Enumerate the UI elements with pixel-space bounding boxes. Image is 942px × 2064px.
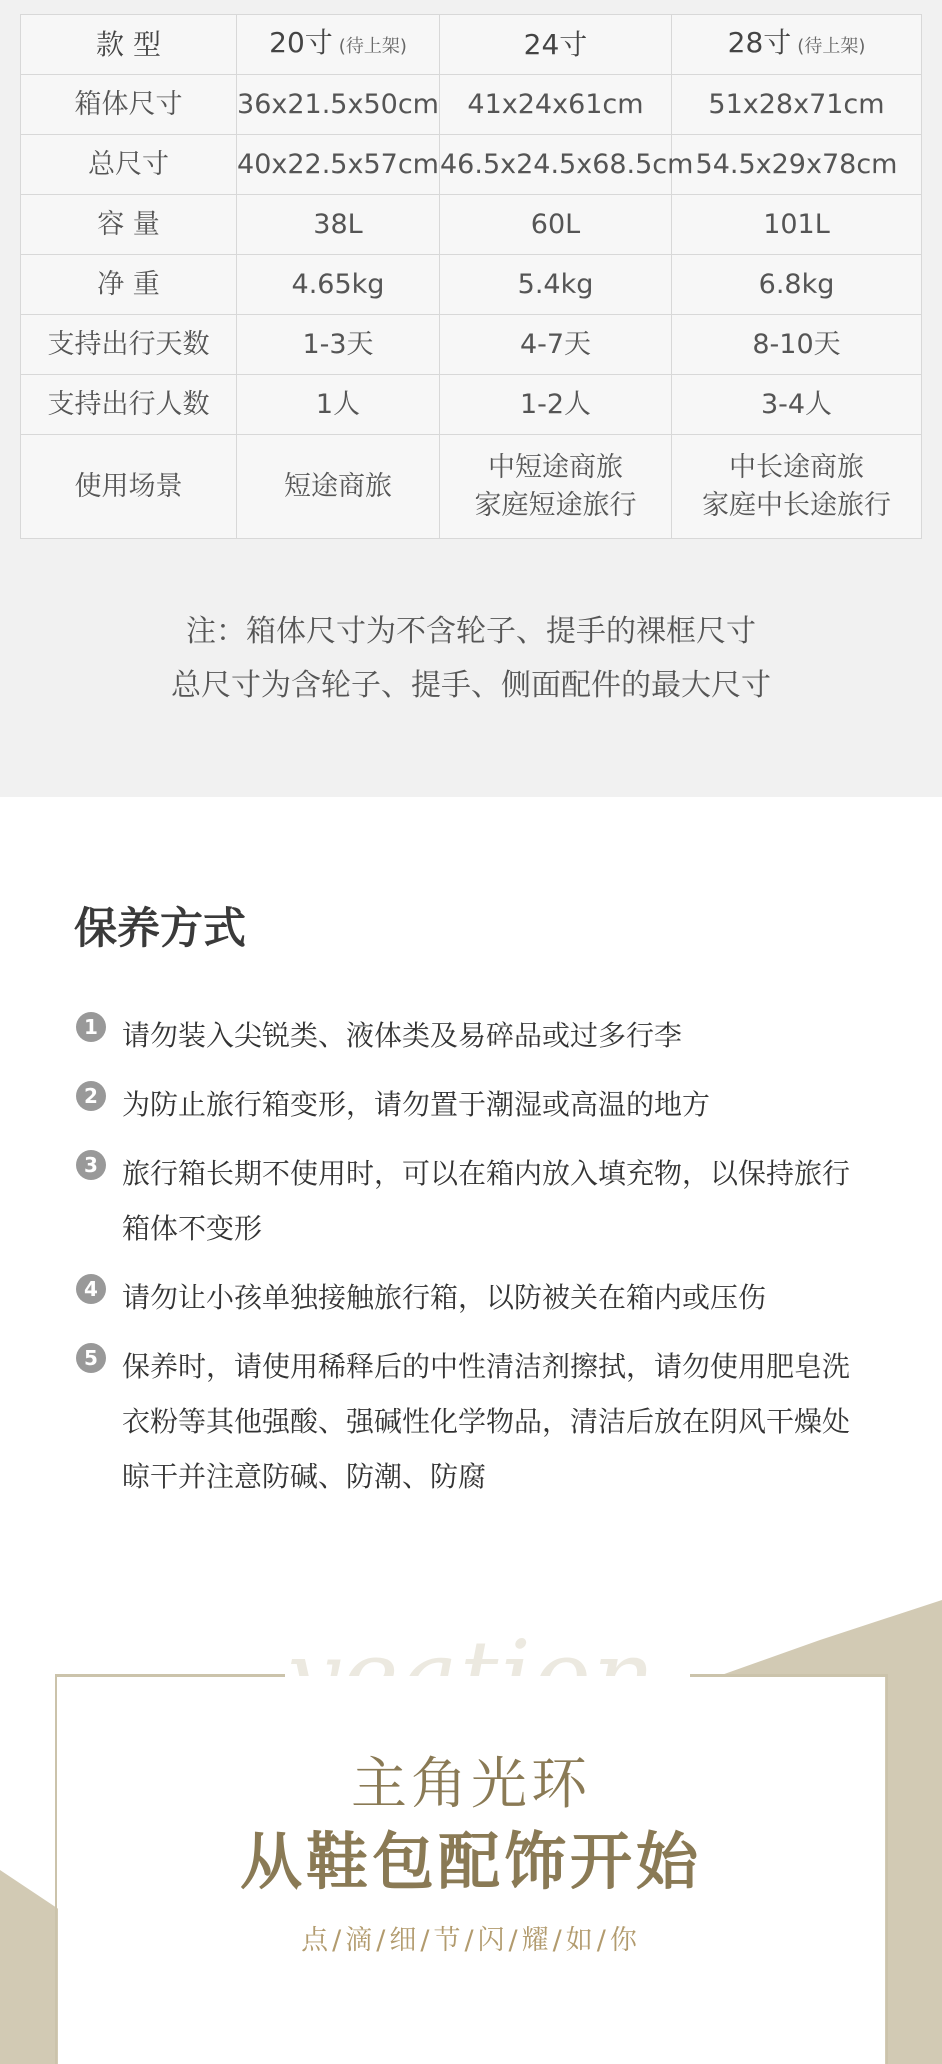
scene-line: 中长途商旅: [729, 451, 864, 483]
spec-row-label: [21, 255, 237, 315]
size-note-line-1: 注：箱体尺寸为不含轮子、提手的裸框尺寸: [186, 614, 756, 649]
spec-cell: [672, 75, 922, 135]
spec-cell: [440, 15, 672, 75]
spec-cell: [237, 315, 440, 375]
spec-cell: [237, 435, 440, 539]
size-note-line-2: 总尺寸为含轮子、提手、侧面配件的最大尺寸: [171, 668, 771, 703]
number-circle-icon: 2: [76, 1081, 106, 1111]
spec-row: [21, 135, 922, 195]
spec-cell: [237, 375, 440, 435]
spec-table: [20, 14, 922, 539]
size-note: [0, 605, 942, 713]
spec-cell-text: 28寸: [727, 25, 792, 59]
spec-cell: [672, 135, 922, 195]
spec-cell-text: 41x24x61cm: [467, 88, 644, 120]
spec-cell: [237, 255, 440, 315]
spec-row: [21, 195, 922, 255]
spec-cell-text: 5.4kg: [517, 268, 594, 300]
care-item: [76, 1270, 876, 1325]
spec-cell-text: 净 重: [97, 268, 160, 300]
care-list: [76, 1015, 876, 1528]
number-circle-icon: 1: [76, 1012, 106, 1042]
spec-cell-text: 款 型: [96, 27, 161, 61]
spec-cell: [237, 135, 440, 195]
scene-line: 家庭中长途旅行: [702, 489, 891, 521]
spec-row-label: [21, 15, 237, 75]
spec-cell-text: 24寸: [523, 27, 588, 61]
spec-cell-text: 1人: [315, 388, 361, 420]
spec-cell-text: 36x21.5x50cm: [237, 88, 439, 120]
spec-cell-text: 容 量: [97, 208, 160, 240]
care-item-text: 请勿让小孩单独接触旅行箱，以防被关在箱内或压伤: [122, 1281, 767, 1314]
spec-cell: [237, 75, 440, 135]
spec-cell-text: 101L: [763, 208, 830, 240]
spec-cell-text: 支持出行人数: [47, 388, 210, 420]
spec-row: [21, 375, 922, 435]
banner-subheadline: 从鞋包配饰开始: [239, 1825, 702, 1898]
spec-cell: [672, 195, 922, 255]
banner-headline: 主角光环: [351, 1752, 591, 1817]
spec-row-label: [21, 375, 237, 435]
care-item-text: 请勿装入尖锐类、液体类及易碎品或过多行李: [122, 1019, 683, 1052]
spec-row-label: 使用场景: [21, 435, 237, 539]
spec-cell-text: 8-10天: [752, 328, 841, 360]
scene-line: 中短途商旅: [488, 451, 623, 483]
listing-status-note: (待上架): [338, 35, 407, 57]
spec-cell: [237, 15, 440, 75]
care-title: 保养方式: [74, 904, 246, 954]
frame-top-right: [690, 1674, 888, 1677]
spec-cell: [672, 315, 922, 375]
spec-cell-text: 6.8kg: [758, 268, 835, 300]
care-item-text: 保养时，请使用稀释后的中性清洁剂擦拭，请勿使用肥皂洗衣粉等其他强酸、强碱性化学物品，清洁后放在阴风干燥处晾干并注意防碱、防潮、防腐: [122, 1350, 851, 1493]
number-circle-icon: 5: [76, 1343, 106, 1373]
number-circle-icon: 3: [76, 1150, 106, 1180]
spec-cell-text: 46.5x24.5x68.5cm: [440, 148, 694, 180]
spec-cell: [440, 75, 672, 135]
care-item-text: 旅行箱长期不使用时，可以在箱内放入填充物，以保持旅行箱体不变形: [122, 1157, 851, 1245]
spec-cell-text: 1-2人: [519, 388, 592, 420]
spec-cell-text: 54.5x29x78cm: [695, 148, 898, 180]
scene-line: 短途商旅: [284, 470, 392, 502]
spec-cell-text: 支持出行天数: [47, 328, 210, 360]
spec-cell-text: 4.65kg: [291, 268, 385, 300]
spec-cell: [440, 135, 694, 195]
spec-cell: [440, 195, 672, 255]
spec-row-label: [21, 195, 237, 255]
brand-banner: [0, 1600, 942, 2064]
spec-cell-text: 38L: [313, 208, 363, 240]
spec-cell: [672, 375, 922, 435]
spec-cell-text: 总尺寸: [88, 148, 169, 180]
spec-cell-text: 20寸: [269, 25, 333, 59]
spec-cell: [237, 195, 440, 255]
spec-header-row: [21, 15, 922, 75]
spec-row: [21, 75, 922, 135]
spec-row-label: [21, 315, 237, 375]
spec-cell: [440, 255, 672, 315]
spec-section: [0, 0, 942, 797]
spec-row-label: [21, 135, 237, 195]
spec-row: [21, 315, 922, 375]
spec-cell-text: 51x28x71cm: [708, 88, 885, 120]
spec-cell-text: 40x22.5x57cm: [237, 148, 439, 180]
listing-status-note: (待上架): [797, 35, 866, 57]
spec-cell: [672, 255, 922, 315]
spec-row-label: [21, 75, 237, 135]
spec-cell: [672, 435, 922, 539]
scene-line: 家庭短途旅行: [474, 489, 637, 521]
frame-top-left: [55, 1674, 285, 1677]
spec-cell-text: 1-3天: [302, 328, 374, 360]
spec-row: [21, 255, 922, 315]
spec-row-scene: [21, 435, 922, 539]
spec-cell-text: 4-7天: [519, 328, 592, 360]
spec-cell-text: 3-4人: [760, 388, 833, 420]
spec-cell-text: 60L: [530, 208, 581, 240]
care-item: [76, 1146, 876, 1256]
number-circle-icon: 4: [76, 1274, 106, 1304]
spec-cell: [440, 315, 672, 375]
spec-cell-text: 箱体尺寸: [74, 88, 183, 120]
spec-cell: [440, 435, 672, 539]
care-item: [76, 1008, 876, 1063]
banner-slogan: 点/滴/细/节/闪/耀/如/你: [301, 1925, 641, 1956]
care-item: [76, 1077, 876, 1132]
care-item: [76, 1339, 876, 1504]
spec-cell: [672, 15, 922, 75]
care-item-text: 为防止旅行箱变形，请勿置于潮湿或高温的地方: [122, 1088, 711, 1121]
spec-cell: [440, 375, 672, 435]
